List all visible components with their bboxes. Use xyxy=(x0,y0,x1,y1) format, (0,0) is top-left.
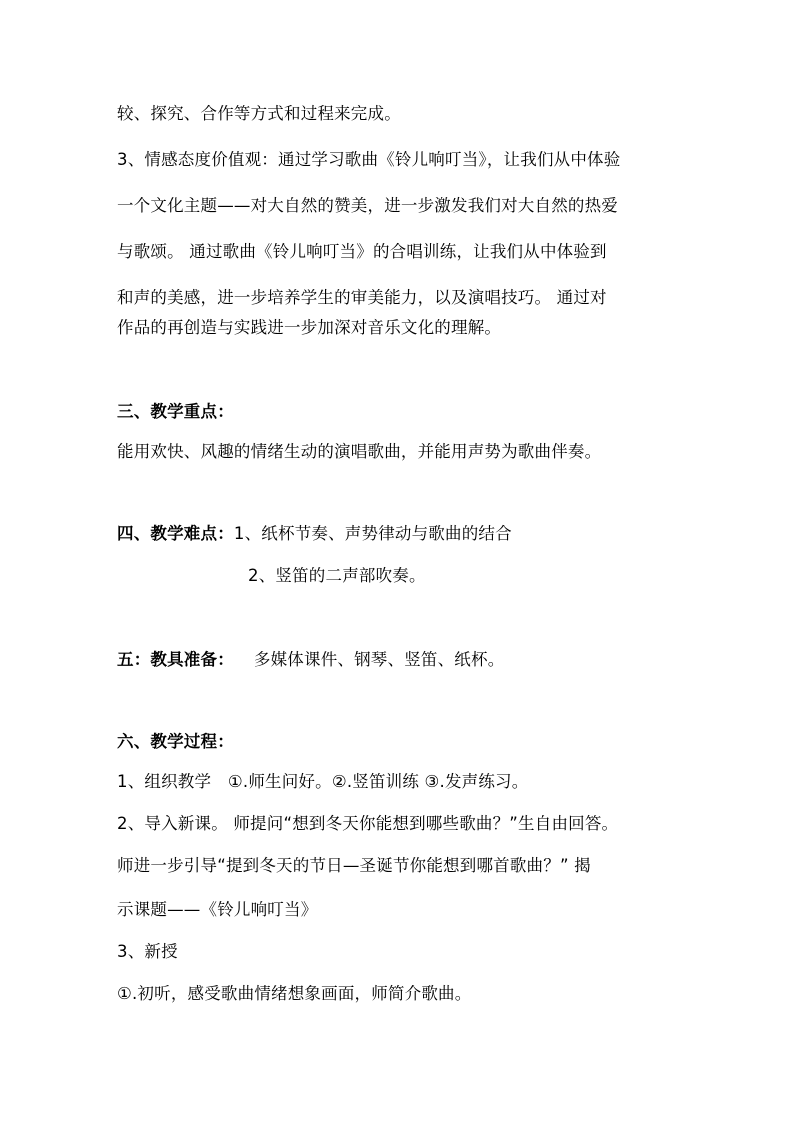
text-line: 2、导入新课。 师提问“想到冬天你能想到哪些歌曲？”生自由回答。 xyxy=(117,814,619,833)
section-materials xyxy=(117,648,504,672)
difficulty-item: 1、纸杯节奏、声势律动与歌曲的结合 xyxy=(233,524,512,543)
section-heading-materials: 五：教具准备： xyxy=(117,650,234,669)
section-heading-key-points: 三、教学重点： xyxy=(117,402,234,421)
text-line: 较、探究、合作等方式和过程来完成。 xyxy=(117,104,401,123)
text-line: 示课题——《铃儿响叮当》 xyxy=(117,900,318,919)
section-difficulties xyxy=(117,522,512,546)
text-line: 3、新授 xyxy=(117,942,178,961)
section-heading-difficulties: 四、教学难点： xyxy=(117,524,234,543)
text-line: 作品的再创造与实践进一步加深对音乐文化的理解。 xyxy=(117,318,502,337)
text-line: 能用欢快、风趣的情绪生动的演唱歌曲，并能用声势为歌曲伴奏。 xyxy=(117,442,602,461)
text-line: 3、情感态度价值观：通过学习歌曲《铃儿响叮当》，让我们从中体验 xyxy=(117,150,621,169)
difficulty-item: 2、竖笛的二声部吹奏。 xyxy=(248,566,426,585)
text-line: ①.初听，感受歌曲情绪想象画面，师简介歌曲。 xyxy=(117,984,472,1003)
text-line: 和声的美感，进一步培养学生的审美能力，以及演唱技巧。 通过对 xyxy=(117,288,607,307)
text-line: 一个文化主题——对大自然的赞美，进一步激发我们对大自然的热爱 xyxy=(117,196,618,215)
text-line: 与歌颂。 通过歌曲《铃儿响叮当》的合唱训练，让我们从中体验到 xyxy=(117,242,607,261)
text-line: 1、组织教学 ①.师生问好。②.竖笛训练 ③.发声练习。 xyxy=(117,772,529,791)
materials-list: 多媒体课件、钢琴、竖笛、纸杯。 xyxy=(253,650,505,669)
section-heading-process: 六、教学过程： xyxy=(117,732,234,751)
text-line: 师进一步引导“提到冬天的节日—圣诞节你能想到哪首歌曲？” 揭 xyxy=(117,856,591,875)
